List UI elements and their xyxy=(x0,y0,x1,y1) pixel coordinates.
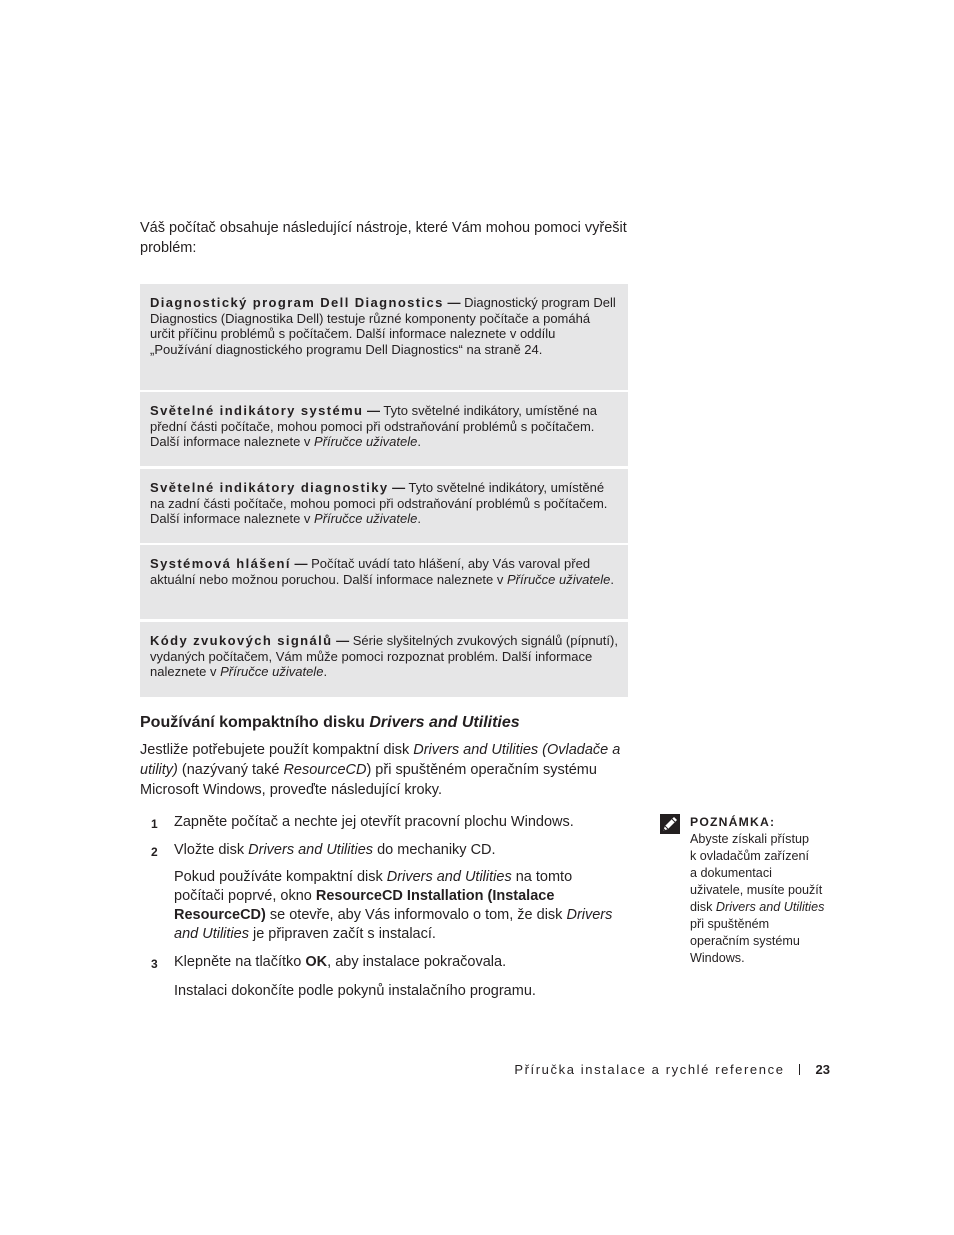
step-text-part: Vložte disk xyxy=(174,842,249,858)
step-text-italic: Drivers and Utilities xyxy=(174,907,613,942)
tool-description: Tyto světelné indikátory, umístěné na zadní části počítače, mohou pomoci při odstraňování problémů s počítačem. Další informace naleznete v xyxy=(150,480,608,527)
note-line: Windows. xyxy=(690,951,745,965)
step-number: 3 xyxy=(151,957,158,971)
para-text: ) při spuštěném operačním systému Microsoft Windows, proveďte následující kroky. xyxy=(140,762,597,798)
section-heading-text: Používání kompaktního disku xyxy=(140,714,370,731)
note-line: operačním systému xyxy=(690,934,800,948)
note-label: POZNÁMKA: xyxy=(690,815,776,829)
step-text-part: na tomto počítači poprvé, okno xyxy=(174,869,573,904)
tool-title: Systémová hlášení xyxy=(150,556,291,571)
tool-description: Diagnostický program Dell Diagnostics (Diagnostika Dell) testuje různé komponenty počítače a pomáhá určit příčinu problémů s počítačem. Další informace naleznete v oddílu „Používání diagnostického programu Dell Diagnostics“ na straně 24. xyxy=(150,295,616,357)
step-text-part: Pokud používáte kompaktní disk xyxy=(174,869,387,885)
tool-end: . xyxy=(323,664,328,680)
tool-reference: Příručce uživatele xyxy=(314,434,418,450)
note-line: při spuštěném xyxy=(690,917,770,931)
tool-end: . xyxy=(610,571,614,587)
tool-title: Světelné indikátory systému xyxy=(150,403,364,418)
tool-description: Počítač uvádí tato hlášení, aby Vás varoval před aktuální nebo možnou poruchou. Další informace naleznete v xyxy=(150,556,591,587)
step-text-part: se otevře, aby Vás informovalo o tom, že disk xyxy=(265,907,567,923)
page-footer xyxy=(460,1062,830,1078)
tool-title: Světelné indikátory diagnostiky xyxy=(150,480,389,495)
tool-box-diagnostic-lights xyxy=(140,469,628,543)
para-text: (nazývaný také xyxy=(177,762,284,778)
note-italic: Drivers and Utilities xyxy=(715,900,825,914)
tool-end: . xyxy=(417,511,421,527)
step-number: 1 xyxy=(151,817,158,831)
note-block xyxy=(690,814,850,967)
page-number: 23 xyxy=(815,1062,830,1077)
tool-title: Diagnostický program Dell Diagnostics xyxy=(150,295,444,310)
step-paragraph xyxy=(174,868,624,944)
note-line: a dokumentaci xyxy=(690,866,772,880)
para-italic: Drivers and Utilities (Ovladače a utility) xyxy=(140,742,621,778)
em-dash: — xyxy=(294,556,308,571)
tool-reference: Příručce uživatele xyxy=(220,664,324,680)
step-paragraph: Instalaci dokončíte podle pokynů instalačního programu. xyxy=(174,983,536,999)
step-number: 2 xyxy=(151,845,158,859)
tool-box-system-lights xyxy=(140,392,628,466)
step-text-part: do mechaniky CD. xyxy=(373,842,496,858)
step-text xyxy=(174,953,634,972)
em-dash: — xyxy=(447,295,461,310)
step-text-part: je připraven začít s instalací. xyxy=(248,926,436,942)
em-dash: — xyxy=(392,480,406,495)
tool-reference: Příručce uživatele xyxy=(314,511,418,527)
note-line: k ovladačům zařízení xyxy=(690,849,809,863)
em-dash: — xyxy=(336,633,350,648)
footer-divider xyxy=(799,1064,800,1075)
intro-paragraph: Váš počítač obsahuje následující nástroje, které Vám mohou pomoci vyřešit problém: xyxy=(140,220,627,256)
step-text-part: , aby instalace pokračovala. xyxy=(327,954,507,970)
tool-description: Tyto světelné indikátory, umístěné na přední části počítače, mohou pomoci při odstraňování problémů s počítačem. Další informace naleznete v xyxy=(150,403,598,450)
tool-box-dell-diagnostics xyxy=(140,284,628,390)
tool-reference: Příručce uživatele xyxy=(507,571,611,587)
note-line xyxy=(690,899,850,916)
section-paragraph xyxy=(140,740,630,800)
tool-description: Série slyšitelných zvukových signálů (pípnutí), vydaných počítačem, Vám může pomoci rozpoznat problém. Další informace naleznete v xyxy=(150,633,618,680)
para-italic: ResourceCD xyxy=(283,762,367,778)
tool-box-system-messages xyxy=(140,545,628,619)
step-text xyxy=(174,841,634,860)
note-pencil-icon xyxy=(660,814,680,834)
step-text-bold: ResourceCD Installation (Instalace ResourceCD) xyxy=(174,888,555,923)
step-text: Zapněte počítač a nechte jej otevřít pracovní plochu Windows. xyxy=(174,814,574,830)
step-text-italic: Drivers and Utilities xyxy=(248,842,374,858)
note-line: uživatele, musíte použít xyxy=(690,883,823,897)
step-text-part: Klepněte na tlačítko xyxy=(174,954,306,970)
step-text-italic: Drivers and Utilities xyxy=(386,869,512,885)
note-text: disk xyxy=(690,900,716,914)
step-text-bold: OK xyxy=(305,954,328,970)
section-heading xyxy=(140,713,640,733)
tool-end: . xyxy=(417,434,421,450)
em-dash: — xyxy=(367,403,380,418)
tool-title: Kódy zvukových signálů xyxy=(150,633,333,648)
footer-title: Příručka instalace a rychlé reference xyxy=(514,1062,785,1077)
para-text: Jestliže potřebujete použít kompaktní disk xyxy=(140,742,414,758)
tool-box-beep-codes xyxy=(140,622,628,697)
section-heading-italic: Drivers and Utilities xyxy=(369,714,520,731)
note-line: Abyste získali přístup xyxy=(690,832,809,846)
